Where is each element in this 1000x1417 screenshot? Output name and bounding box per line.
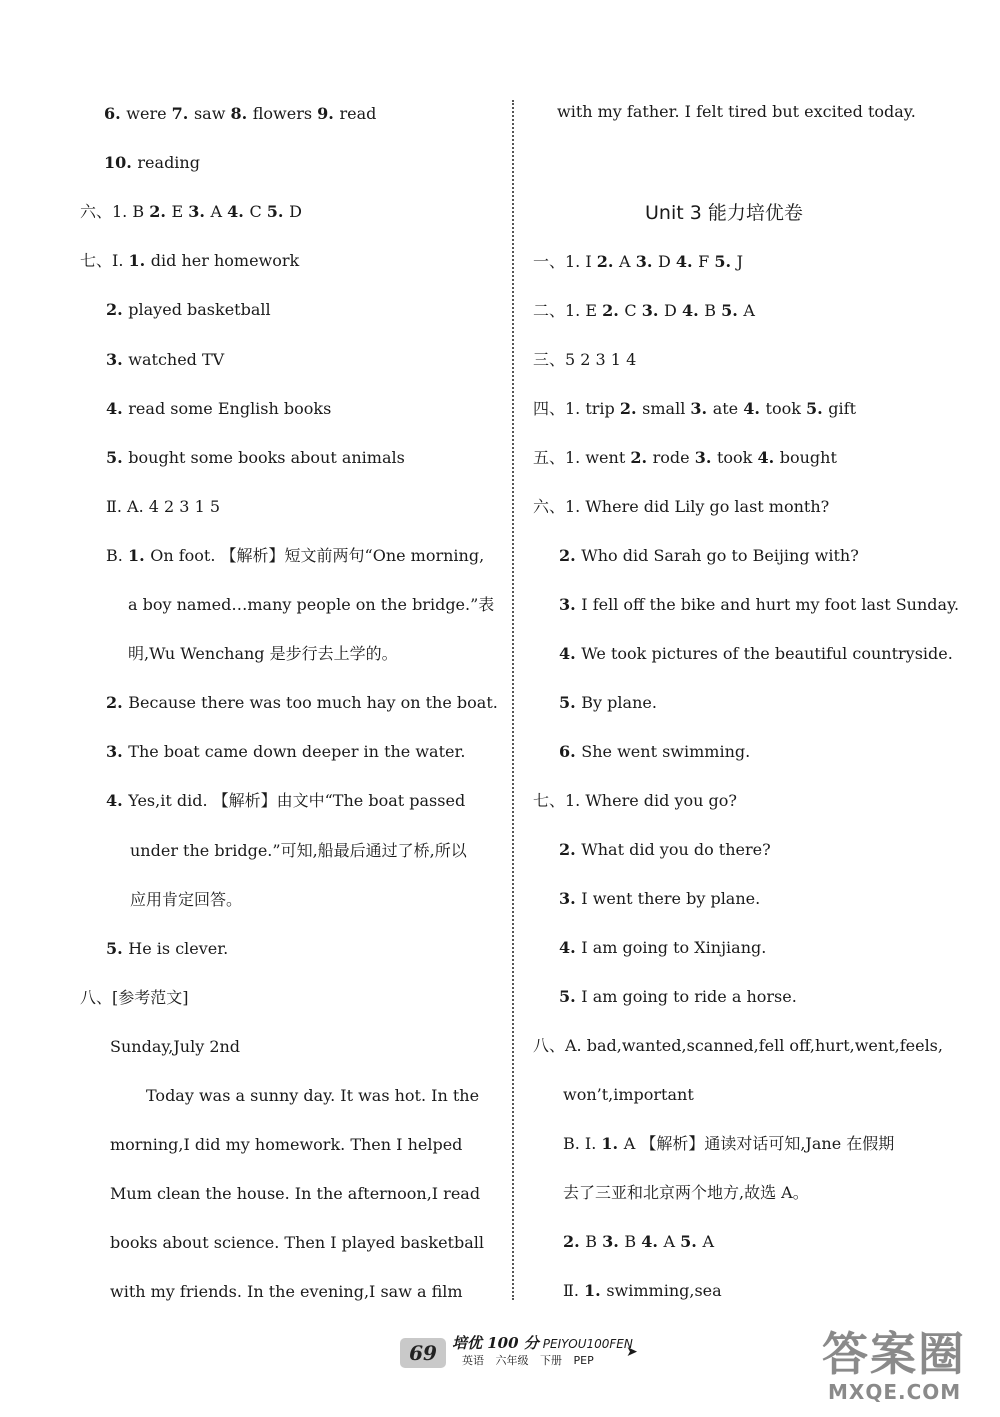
answer-text: 明,Wu Wenchang 是步行去上学的。 <box>128 644 398 664</box>
answer-text: By plane. <box>581 693 657 712</box>
arrow-icon: ➤ <box>626 1344 638 1360</box>
answer-text: Mum clean the house. In the afternoon,I read <box>110 1184 481 1204</box>
answer-text: B. <box>106 545 128 565</box>
item-number: 5. <box>266 202 290 222</box>
brand-pinyin: PEIYOU100FEN <box>542 1337 633 1351</box>
item-number: 4. <box>681 301 705 320</box>
answer-text: did her homework <box>150 251 300 271</box>
continued-text-line: with my father. I felt tired but excited today. <box>557 102 916 121</box>
item-number: 4. <box>559 644 582 663</box>
answer-text: 一、1. I <box>533 252 597 271</box>
item-number: 8. <box>230 104 253 123</box>
answer-text: Yes,it did. 【解析】由文中“The boat passed <box>128 791 466 811</box>
item-number: 5. <box>714 252 737 271</box>
item-number: 3. <box>106 742 129 762</box>
item-number: 4. <box>227 202 250 222</box>
answer-text: 六、1. <box>80 202 133 222</box>
answer-text: 四、1. trip <box>533 399 620 418</box>
answer-text: Sunday,July 2nd <box>110 1036 241 1056</box>
answer-text: flowers <box>252 104 318 123</box>
answer-text: A <box>210 202 228 222</box>
answer-text: D <box>657 252 676 271</box>
item-number: 5. <box>721 301 744 320</box>
answer-text: gift <box>828 399 856 418</box>
answer-line <box>533 348 636 372</box>
item-number: 10. <box>104 153 138 173</box>
item-number: 3. <box>694 448 717 467</box>
edition-label: PEP <box>573 1354 594 1367</box>
answer-text: took <box>716 448 758 467</box>
answer-text: rode <box>652 448 695 467</box>
answer-text: watched TV <box>128 349 225 369</box>
answer-text: 八、A. bad,wanted,scanned,fell off,hurt,went,feels, <box>533 1036 943 1055</box>
item-number: 6. <box>559 742 582 761</box>
item-number: 1. <box>584 1281 607 1300</box>
page-footer <box>370 1334 670 1370</box>
answer-line <box>533 446 837 470</box>
answer-text: I am going to Xinjiang. <box>581 938 767 957</box>
item-number: 4. <box>757 448 780 467</box>
item-number: 2. <box>563 1232 586 1251</box>
item-number: 9. <box>317 104 340 123</box>
answer-text: won’t,important <box>563 1085 694 1104</box>
answer-line <box>128 642 398 666</box>
answer-text: Ⅱ. A. 4 2 3 1 5 <box>106 496 221 516</box>
item-number: 4. <box>106 791 129 811</box>
brand-name: 培优 100 分 <box>452 1334 539 1352</box>
answer-line <box>559 544 859 568</box>
item-number: 3. <box>635 252 658 271</box>
answer-line <box>559 642 953 666</box>
answer-text: under the bridge.”可知,船最后通过了桥,所以 <box>130 840 467 860</box>
answer-text: B. Ⅰ. <box>563 1134 602 1153</box>
answer-text: read some English books <box>128 398 332 418</box>
answer-line <box>106 495 220 519</box>
item-number: 4. <box>641 1232 664 1251</box>
answer-line <box>106 937 228 961</box>
answer-line <box>106 691 498 715</box>
item-number: 3. <box>559 889 582 908</box>
item-number: 3. <box>106 349 129 369</box>
answer-line <box>106 397 331 421</box>
answer-line <box>533 397 856 421</box>
answer-text: I fell off the bike and hurt my foot last Sunday. <box>581 595 960 614</box>
item-number: 2. <box>106 693 129 713</box>
item-number: 5. <box>559 693 582 712</box>
answer-line <box>104 151 200 175</box>
answer-line <box>110 1280 463 1304</box>
answer-text: A 【解析】通读对话可知,Jane 在假期 <box>623 1134 895 1153</box>
answer-text: I am going to ride a horse. <box>581 987 797 1006</box>
answer-line <box>128 593 494 617</box>
answer-line <box>110 1182 480 1206</box>
brand-logo <box>452 1332 633 1353</box>
item-number: 2. <box>630 448 653 467</box>
answer-text: 二、1. E <box>533 301 603 320</box>
answer-text: books about science. Then I played basketball <box>110 1233 484 1253</box>
answer-text: 八、[参考范文] <box>80 987 189 1007</box>
answer-line <box>533 1034 943 1058</box>
answer-text: D <box>289 202 302 222</box>
item-number: 2. <box>106 300 129 320</box>
item-number: 3. <box>602 1232 625 1251</box>
book-info <box>462 1352 594 1368</box>
watermark-url: MXQE.COM <box>828 1380 962 1404</box>
answer-text: took <box>765 399 806 418</box>
answer-text: J <box>736 252 744 271</box>
answer-line <box>563 1279 722 1303</box>
item-number: 5. <box>559 987 582 1006</box>
answer-text: On foot. 【解析】短文前两句“One morning, <box>150 545 485 565</box>
item-number: 2. <box>602 301 625 320</box>
answer-text: Because there was too much hay on the boat. <box>128 693 498 713</box>
answer-line <box>563 1083 694 1107</box>
column-divider <box>512 100 514 1300</box>
answer-text: saw <box>193 104 231 123</box>
answer-text: A <box>619 252 636 271</box>
answer-line <box>110 1035 240 1059</box>
answer-line <box>106 298 271 322</box>
answer-line <box>106 789 465 813</box>
answer-text: A <box>743 301 755 320</box>
answer-line <box>106 740 465 764</box>
answer-line <box>130 839 467 863</box>
answer-text: played basketball <box>128 300 271 320</box>
answer-text: morning,I did my homework. Then I helped <box>110 1135 463 1155</box>
item-number: 4. <box>106 398 129 418</box>
item-number: 4. <box>675 252 699 271</box>
item-number: 5. <box>106 938 129 958</box>
answer-text: A <box>663 1232 681 1251</box>
item-number: 3. <box>188 202 211 222</box>
answer-line <box>533 299 755 323</box>
answer-line <box>533 250 743 274</box>
answer-line <box>533 789 737 813</box>
answer-text: 去了三亚和北京两个地方,故选 A。 <box>563 1183 809 1202</box>
answer-text: 七、1. Where did you go? <box>533 791 737 810</box>
item-number: 2. <box>559 840 582 859</box>
answer-line <box>110 1133 462 1157</box>
answer-line <box>559 887 760 911</box>
item-number: 5. <box>106 447 129 467</box>
answer-text: Today was a sunny day. It was hot. In the <box>146 1086 480 1105</box>
answer-text: 五、1. went <box>533 448 631 467</box>
answer-line <box>106 348 224 372</box>
answer-text: We took pictures of the beautiful countryside. <box>581 644 953 663</box>
answer-text: The boat came down deeper in the water. <box>128 742 466 762</box>
item-number: 3. <box>559 595 582 614</box>
answer-line <box>559 691 657 715</box>
answer-text: a boy named…many people on the bridge.”表 <box>128 595 495 614</box>
answer-line <box>559 740 750 764</box>
item-number: 1. <box>601 1134 624 1153</box>
answer-text: reading <box>137 153 200 173</box>
answer-text: She went swimming. <box>581 742 751 761</box>
answer-line <box>106 446 405 470</box>
answer-text: He is clever. <box>128 938 229 958</box>
answer-line <box>130 888 242 912</box>
answer-text: C <box>249 202 267 222</box>
watermark-main: 答案圈 <box>822 1327 966 1381</box>
item-number: 2. <box>596 252 620 271</box>
answer-line <box>80 249 299 273</box>
answer-text: D <box>664 301 682 320</box>
answer-text: Ⅱ. <box>563 1281 585 1300</box>
answer-line <box>559 838 771 862</box>
page-number: 69 <box>400 1338 446 1368</box>
answer-text: Who did Sarah go to Beijing with? <box>581 546 859 565</box>
answer-line <box>559 985 797 1009</box>
answer-text: bought <box>779 448 837 467</box>
answer-line <box>563 1230 714 1254</box>
volume-label: 下册 <box>540 1354 562 1367</box>
item-number: 4. <box>743 399 766 418</box>
item-number: 5. <box>680 1232 703 1251</box>
answer-text: B <box>624 1232 642 1251</box>
item-number: 7. <box>171 104 194 123</box>
item-number: 4. <box>559 938 582 957</box>
item-number: 6. <box>104 104 127 123</box>
answer-text: F <box>698 252 715 271</box>
answer-text: bought some books about animals <box>128 447 405 467</box>
answer-text: were <box>126 104 172 123</box>
item-number: 2. <box>149 202 172 222</box>
answer-line <box>533 495 829 519</box>
answer-text: C <box>624 301 642 320</box>
answer-text: I went there by plane. <box>581 889 761 908</box>
grade-label: 六年级 <box>495 1354 529 1367</box>
answer-text: swimming,sea <box>606 1281 722 1300</box>
item-number: 5. <box>806 399 829 418</box>
answer-text: What did you do there? <box>581 840 771 859</box>
watermark-logo <box>818 1318 988 1410</box>
answer-text: A <box>702 1232 715 1251</box>
answer-text: 应用肯定回答。 <box>130 889 243 909</box>
answer-text: B <box>132 202 150 222</box>
item-number: 2. <box>619 399 643 418</box>
answer-line <box>80 986 189 1010</box>
item-number: 3. <box>641 301 665 320</box>
answer-line <box>563 1181 809 1205</box>
answer-line <box>106 544 484 568</box>
answer-text: 三、5 2 3 1 4 <box>533 350 637 369</box>
answer-text: 七、Ⅰ. <box>80 251 129 271</box>
answer-line <box>559 593 959 617</box>
answer-text: B <box>704 301 722 320</box>
item-number: 1. <box>128 251 151 271</box>
answer-text: 六、1. Where did Lily go last month? <box>533 497 830 516</box>
answer-line <box>110 1231 484 1255</box>
answer-line <box>146 1084 479 1108</box>
answer-text: B <box>585 1232 603 1251</box>
answer-text: ate <box>712 399 744 418</box>
answer-line <box>563 1132 894 1156</box>
answer-line <box>104 102 376 126</box>
item-number: 2. <box>559 546 582 565</box>
answer-text: with my friends. In the evening,I saw a film <box>110 1282 463 1302</box>
item-number: 1. <box>127 545 151 565</box>
unit-title: Unit 3 能力培优卷 <box>645 202 803 224</box>
answer-text: small <box>642 399 691 418</box>
item-number: 3. <box>690 399 713 418</box>
answer-line <box>559 936 766 960</box>
answer-text: E <box>171 202 189 222</box>
answer-line <box>80 200 302 224</box>
answer-text: read <box>339 104 377 123</box>
subject-label: 英语 <box>462 1354 484 1367</box>
